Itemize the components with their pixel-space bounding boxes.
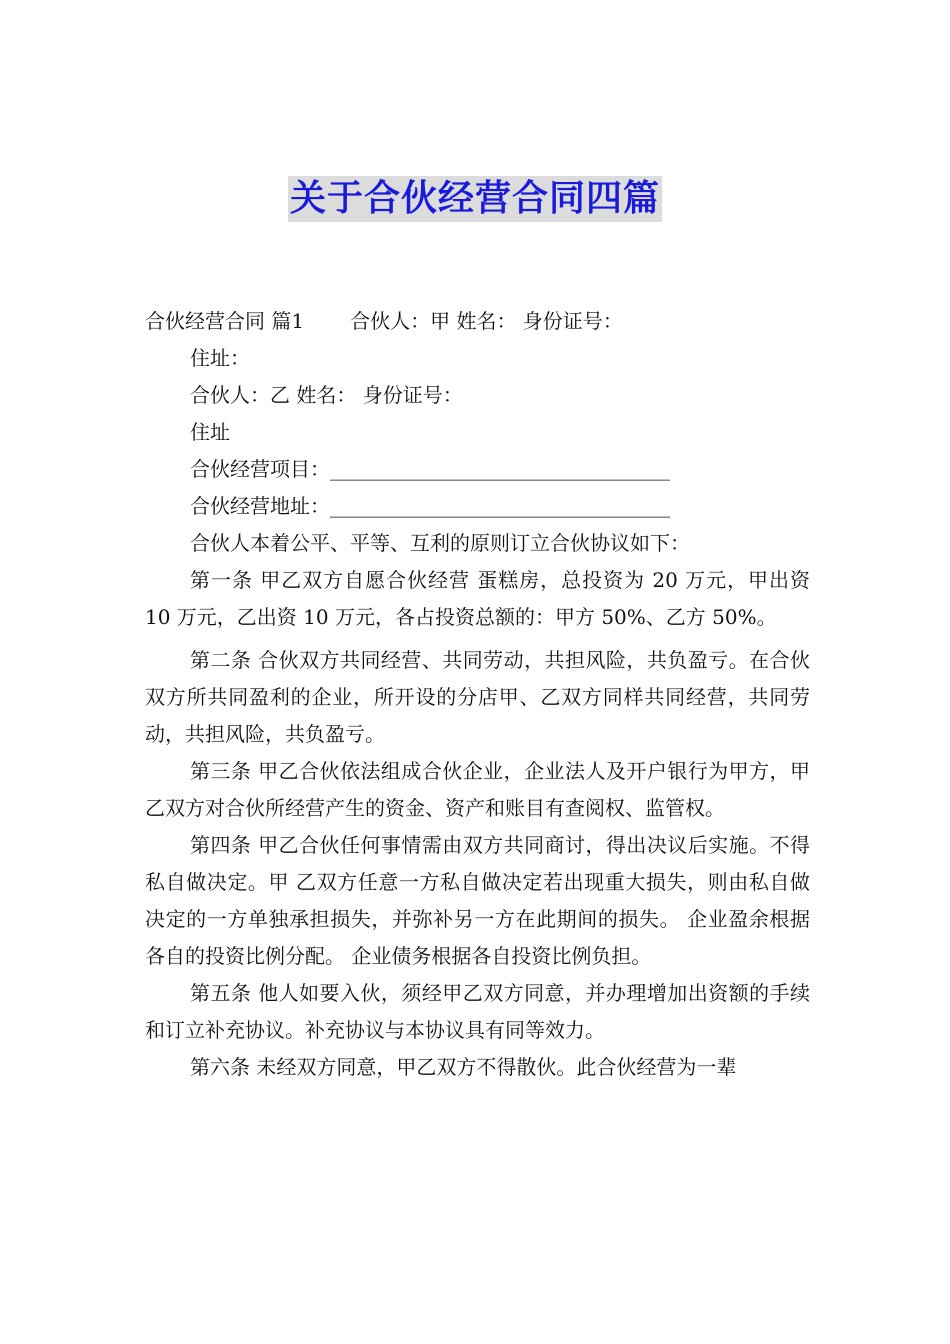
address-a-line: 住址： [190, 346, 250, 370]
address-b-line: 住址 [190, 420, 230, 444]
agreement-intro-line: 合伙人本着公平、平等、互利的原则订立合伙协议如下： [190, 531, 690, 555]
document-title: 关于合伙经营合同四篇 [288, 176, 662, 222]
document-body [145, 303, 810, 1086]
business-address-line: 合伙经营地址：__________________________________ [190, 494, 670, 518]
section-label: 合伙经营合同 篇1 [145, 309, 305, 333]
article-3: 第三条 甲乙合伙依法组成合伙企业，企业法人及开户银行为甲方，甲乙双方对合伙所经营产生的资金、资产和账目有查阅权、监管权。 [145, 759, 810, 820]
article-5: 第五条 他人如要入伙，须经甲乙双方同意，并办理增加出资额的手续和订立补充协议。补充协议与本协议具有同等效力。 [145, 981, 810, 1042]
article-6: 第六条 未经双方同意，甲乙双方不得散伙。此合伙经营为一辈 [190, 1055, 737, 1079]
partner-b-line: 合伙人：乙 姓名： 身份证号： [190, 383, 463, 407]
article-4: 第四条 甲乙合伙任何事情需由双方共同商讨，得出决议后实施。不得私自做决定。甲 乙双方任意一方私自做决定若出现重大损失，则由私自做决定的一方单独承担损失，并弥补另一方在此期间的损失。 企业盈余根据各自的投资比例分配。 企业债务根据各自投资比例负担。 [145, 833, 810, 968]
header-line [145, 303, 810, 340]
article-1: 第一条 甲乙双方自愿合伙经营 蛋糕房，总投资为 20 万元，甲出资 10 万元，乙出资 10 万元，各占投资总额的：甲方 50%、乙方 50%。 [145, 568, 810, 629]
title-container [0, 176, 950, 222]
partner-a-info: 合伙人：甲 姓名： 身份证号： [350, 309, 623, 333]
article-2: 第二条 合伙双方共同经营、共同劳动，共担风险，共负盈亏。在合伙双方所共同盈利的企业，所开设的分店甲、乙双方同样共同经营，共同劳动，共担风险，共负盈亏。 [145, 648, 810, 746]
business-project-line: 合伙经营项目：__________________________________ [190, 457, 670, 481]
